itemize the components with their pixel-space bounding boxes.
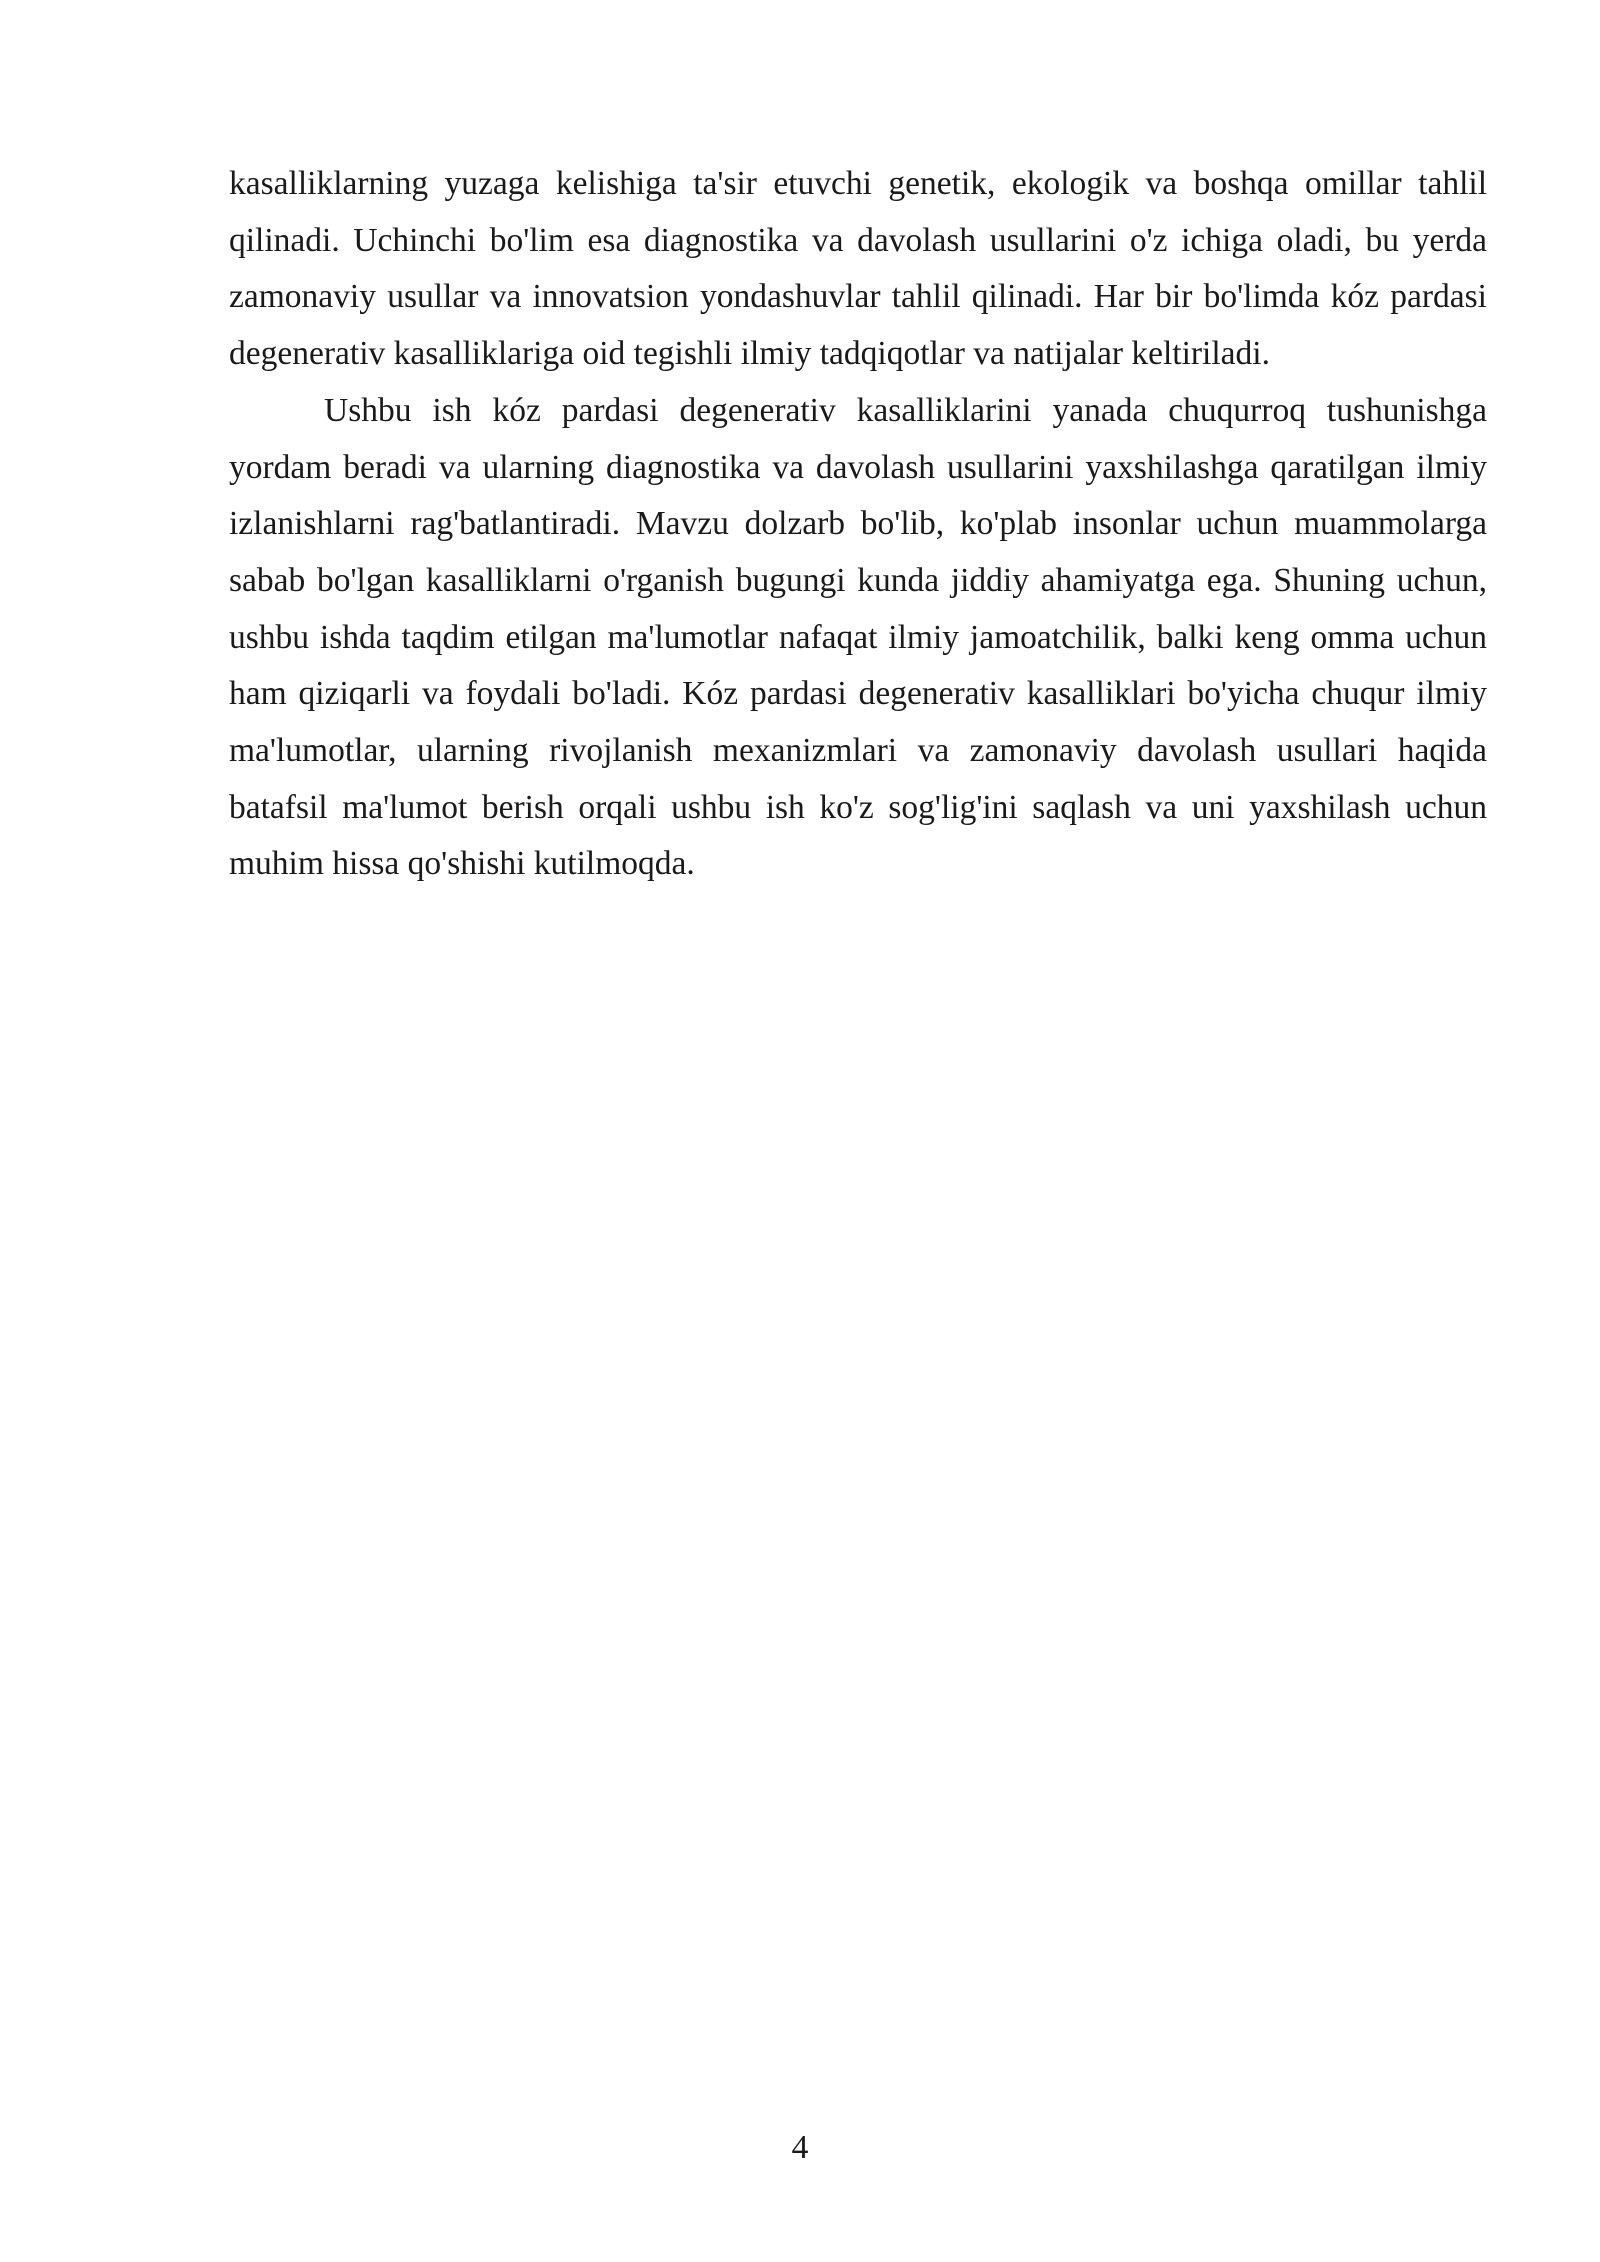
body-text xyxy=(229,156,1487,893)
paragraph-main: Ushbu ish kóz pardasi degenerativ kasalliklarini yanada chuqurroq tushunishga yordam beradi va ularning diagnostika va davolash usullarini yaxshilashga qaratilgan ilmiy izlanishlarni rag'batlantiradi. Mavzu dolzarb bo'lib, ko'plab insonlar uchun muammolarga sabab bo'lgan kasalliklarni o'rganish bugungi kunda jiddiy ahamiyatga ega. Shuning uchun, ushbu ishda taqdim etilgan ma'lumotlar nafaqat ilmiy jamoatchilik, balki keng omma uchun ham qiziqarli va foydali bo'ladi. Kóz pardasi degenerativ kasalliklari bo'yicha chuqur ilmiy ma'lumotlar, ularning rivojlanish mexanizmlari va zamonaviy davolash usullari haqida batafsil ma'lumot berish orqali ushbu ish ko'z sog'lig'ini saqlash va uni yaxshilash uchun muhim hissa qo'shishi kutilmoqda. xyxy=(229,391,1487,883)
paragraph-continuation: kasalliklarning yuzaga kelishiga ta'sir etuvchi genetik, ekologik va boshqa omillar tahlil qilinadi. Uchinchi bo'lim esa diagnostika va davolash usullarini o'z ichiga oladi, bu yerda zamonaviy usullar va innovatsion yondashuvlar tahlil qilinadi. Har bir bo'limda kóz pardasi degenerativ kasalliklariga oid tegishli ilmiy tadqiqotlar va natijalar keltiriladi. xyxy=(229,165,1487,373)
page-number: 4 xyxy=(791,2129,809,2166)
